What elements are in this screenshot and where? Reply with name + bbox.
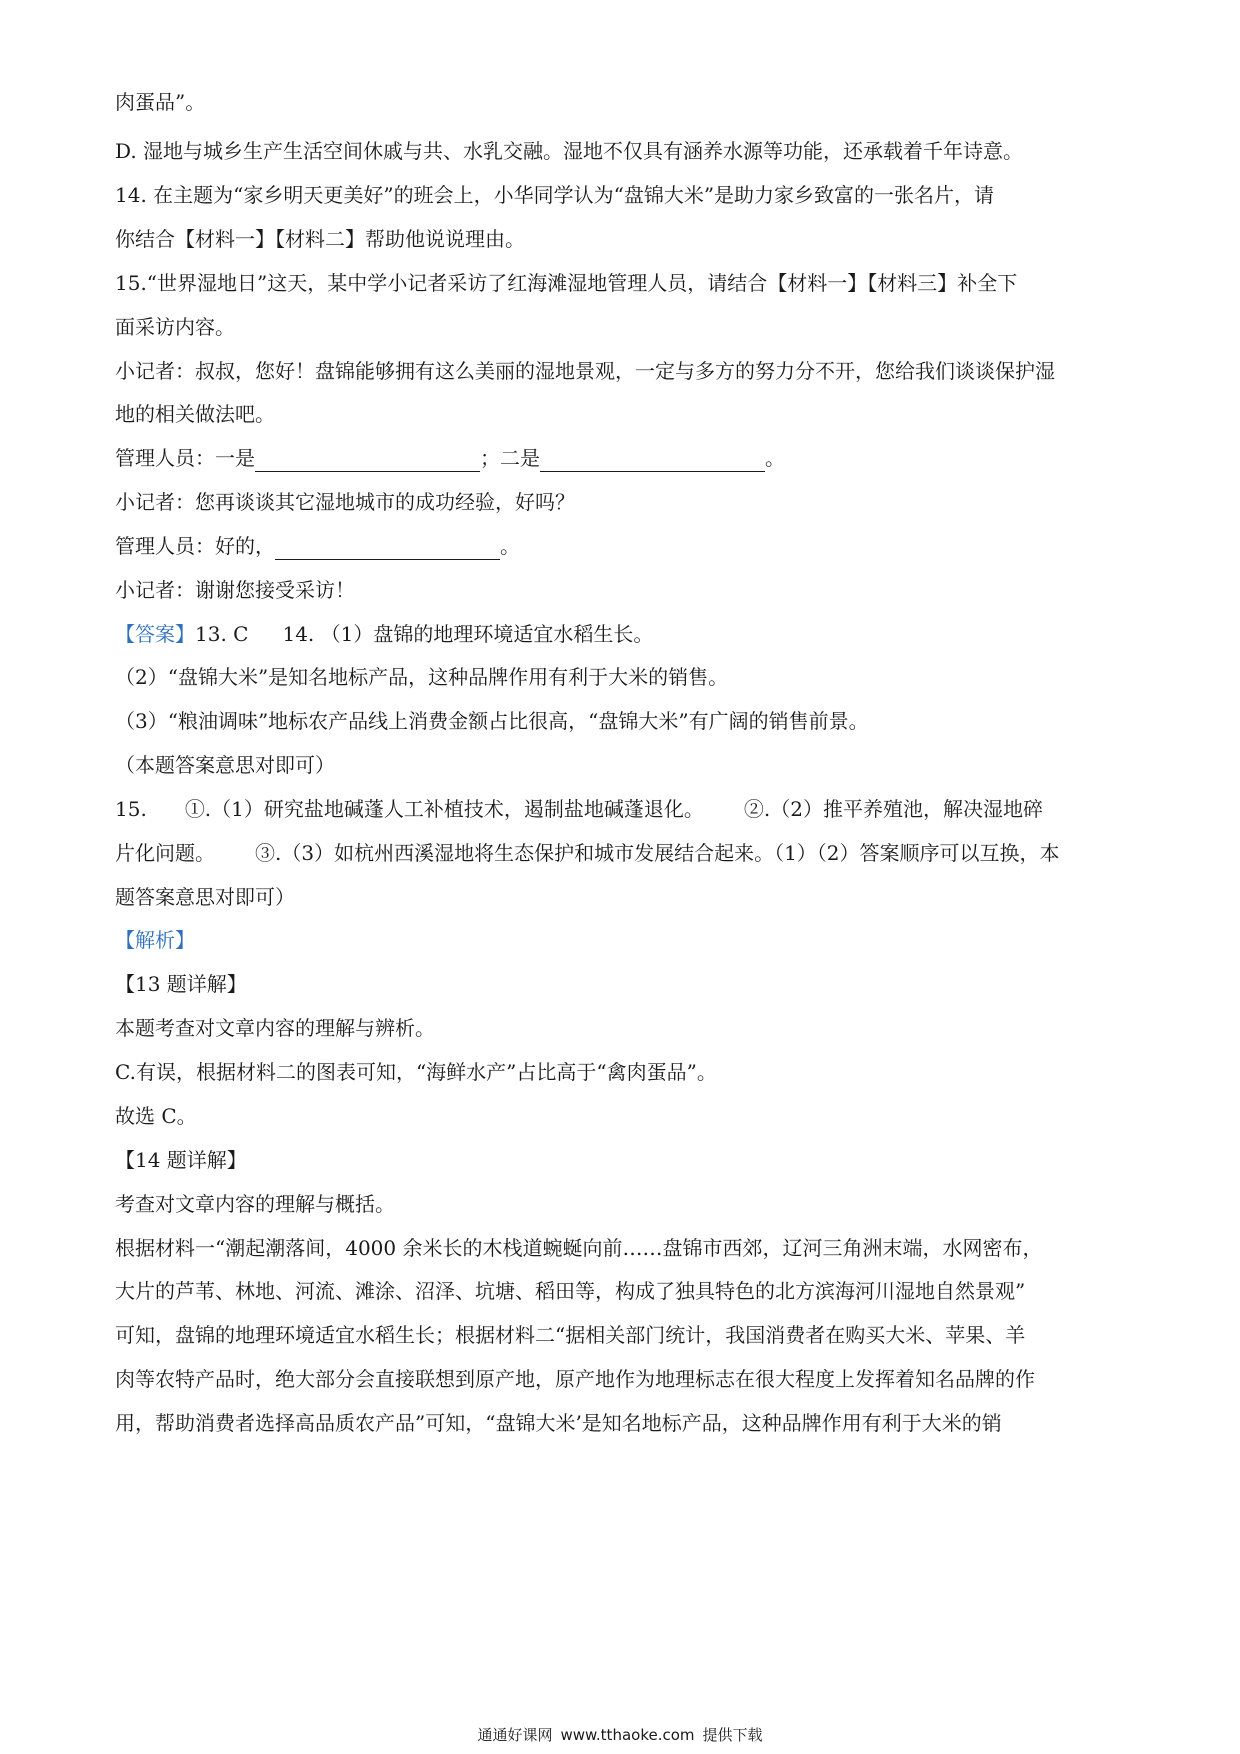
answer-15-item-1: ①.（1）研究盐地碱蓬人工补植技术，遏制盐地碱蓬退化。	[184, 797, 704, 821]
answer-blank-2[interactable]	[540, 449, 765, 472]
answer-15-item-2: ②.（2）推平养殖池，解决湿地碎	[743, 797, 1043, 821]
footer-url[interactable]: www.tthaoke.com	[560, 1726, 695, 1744]
label-text: 管理人员：好的，	[115, 534, 275, 558]
answer-line	[115, 620, 1135, 648]
answer-15-number: 15.	[115, 797, 147, 821]
answer-line: （3）“粮油调味”地标农产品线上消费金额占比很高，“盘锦大米”有广阔的销售前景。	[115, 709, 869, 733]
question-14-cont: 你结合【材料一】【材料二】帮助他说说理由。	[115, 227, 525, 251]
analysis-text: 用，帮助消费者选择高品质农产品”可知，“盘锦大米’是知名地标产品，这种品牌作用有利于大米的销	[115, 1411, 1002, 1435]
label-text: ；二是	[480, 446, 540, 470]
interview-line: 小记者：您再谈谈其它湿地城市的成功经验，好吗？	[115, 490, 575, 514]
analysis-text: 考查对文章内容的理解与概括。	[115, 1192, 395, 1216]
footer-site: 通通好课网	[477, 1726, 553, 1744]
analysis-text: 大片的芦苇、林地、河流、滩涂、沼泽、坑塘、稻田等，构成了独具特色的北方滨海河川湿地自然景观”	[115, 1279, 1026, 1303]
analysis-text: 可知，盘锦的地理环境适宜水稻生长；根据材料二“据相关部门统计，我国消费者在购买大米、苹果、羊	[115, 1323, 1026, 1347]
label-text: 。	[500, 534, 520, 558]
interview-line: 地的相关做法吧。	[115, 402, 275, 426]
answer-15-item-3: ③.（3）如杭州西溪湿地将生态保护和城市发展结合起来。（1）（2）答案顺序可以互换，本	[255, 841, 1060, 865]
footer-note: 提供下载	[702, 1726, 763, 1744]
label-text: 管理人员：一是	[115, 446, 255, 470]
analysis-line	[115, 926, 1135, 954]
analysis-text: C.有误，根据材料二的图表可知，“海鲜水产”占比高于“禽肉蛋品”。	[115, 1060, 717, 1084]
analysis-tag: 【解析】	[115, 928, 195, 952]
question-14: 14. 在主题为“家乡明天更美好”的班会上，小华同学认为“盘锦大米”是助力家乡致富的一张名片，请	[115, 183, 995, 207]
interview-line: 小记者：叔叔，您好！盘锦能够拥有这么美丽的湿地景观，一定与多方的努力分不开，您给我们谈谈保护湿	[115, 359, 1055, 383]
question-15: 15.“世界湿地日”这天，某中学小记者采访了红海滩湿地管理人员，请结合【材料一】【材料三】补全下	[115, 271, 1018, 295]
text-line: 肉蛋品”。	[115, 90, 206, 114]
answer-15-line	[115, 795, 1135, 823]
option-d: D. 湿地与城乡生产生活空间休戚与共、水乳交融。湿地不仅具有涵养水源等功能，还承载着千年诗意。	[115, 139, 1024, 163]
answer-line: （2）“盘锦大米”是知名地标产品，这种品牌作用有利于大米的销售。	[115, 665, 729, 689]
answer-13: 13. C	[195, 622, 249, 646]
label-text: 。	[765, 446, 785, 470]
analysis-text: 故选 C。	[115, 1104, 197, 1128]
answer-14: 14. （1）盘锦的地理环境适宜水稻生长。	[282, 622, 654, 646]
answer-blank-1[interactable]	[255, 449, 480, 472]
analysis-text: 根据材料一“潮起潮落间，4000 余米长的木栈道蜿蜒向前……盘锦市西郊，辽河三角洲末端，水网密布，	[115, 1236, 1043, 1260]
interview-answer-line	[115, 532, 1135, 560]
question-15-cont: 面采访内容。	[115, 315, 235, 339]
answer-15-cont: 片化问题。	[115, 841, 215, 865]
analysis-text: 本题考查对文章内容的理解与辨析。	[115, 1016, 435, 1040]
section-heading: 【13 题详解】	[115, 972, 247, 996]
interview-answer-line	[115, 444, 1135, 472]
answer-blank-3[interactable]	[275, 537, 500, 560]
answer-tag: 【答案】	[115, 622, 195, 646]
answer-line: 题答案意思对即可）	[115, 885, 295, 909]
analysis-text: 肉等农特产品时，绝大部分会直接联想到原产地，原产地作为地理标志在很大程度上发挥着知名品牌的作	[115, 1367, 1035, 1391]
page-footer	[0, 1724, 1240, 1745]
answer-line: （本题答案意思对即可）	[115, 753, 335, 777]
section-heading: 【14 题详解】	[115, 1148, 247, 1172]
interview-line: 小记者：谢谢您接受采访！	[115, 578, 355, 602]
answer-15-line	[115, 839, 1135, 867]
